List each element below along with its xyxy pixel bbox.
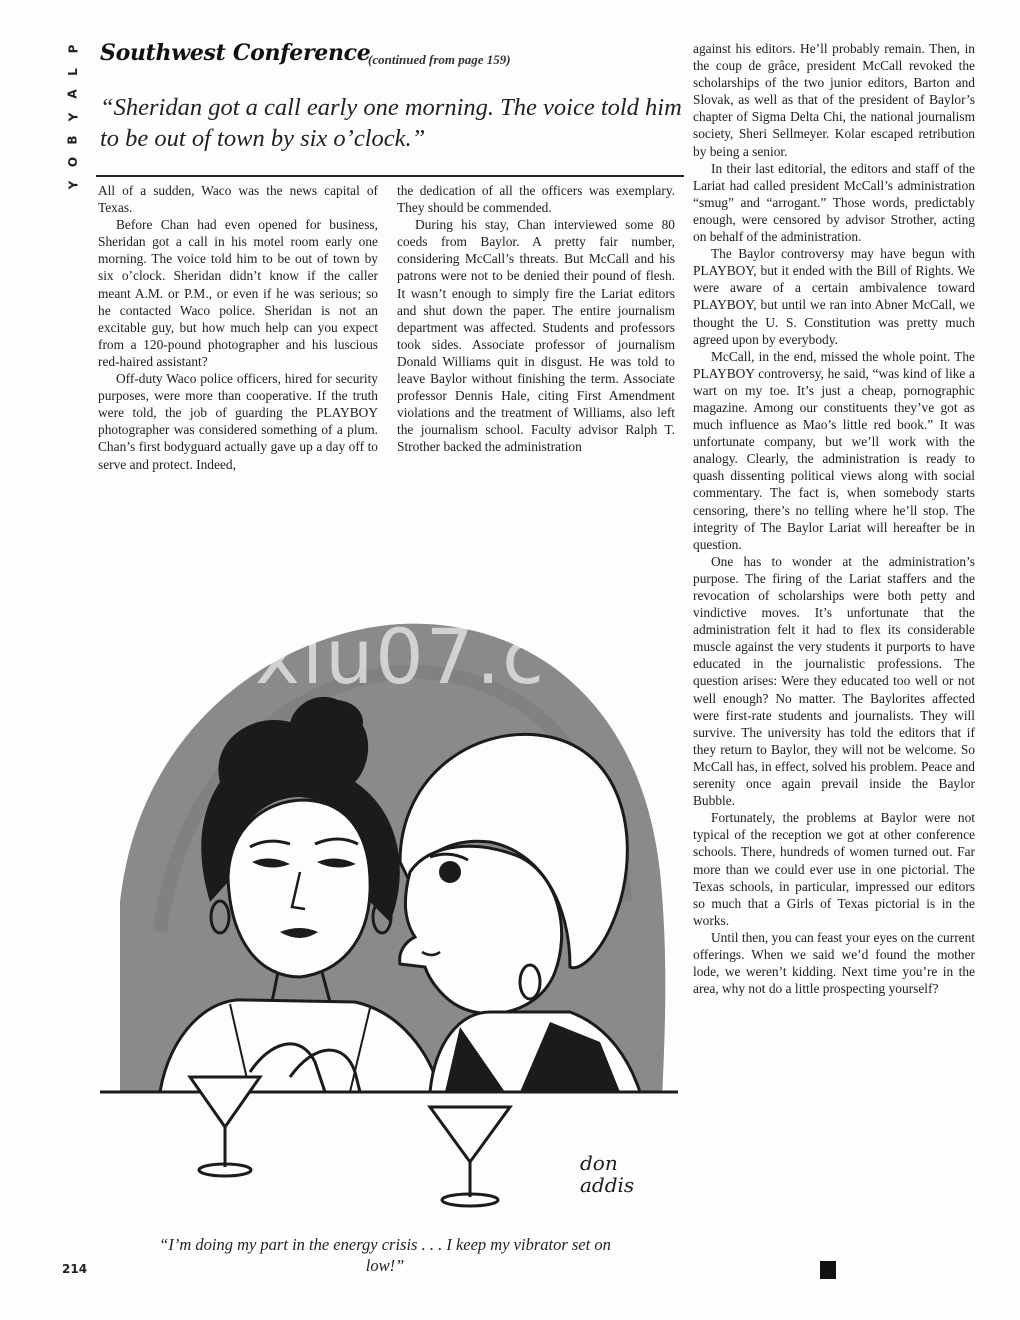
paragraph: against his editors. He’ll probably remain. Then, in the coup de grâce, president McCall revoked the scholarships of the two junior editors, Barton and Slovak, as well as that of the president of Baylor’s chapter of Sigma Delta Chi, the national journalism society, Sheri Sellmeyer. Kolar escaped retribution by being a senior. [693, 41, 975, 159]
rabbit-head-end-icon [820, 1261, 836, 1279]
cartoon-illustration [100, 572, 678, 1228]
article-column-2 [397, 182, 675, 456]
vertical-masthead [62, 42, 84, 192]
masthead-letter: B [66, 135, 80, 145]
article-column-3 [693, 40, 975, 997]
masthead-letter: A [65, 89, 80, 99]
masthead-letter: Y [65, 180, 80, 190]
artist-signature: don addis [580, 1151, 635, 1197]
paragraph: The Baylor controversy may have begun with PLAYBOY, but it ended with the Bill of Rights. We were aware of a certain ambivalence toward PLAYBOY, but until we ran into Abner McCall, we thought the U. S. Constitution was pretty much agreed upon by everybody. [693, 246, 975, 347]
paragraph: McCall, in the end, missed the whole point. The PLAYBOY controversy, he said, “was kind of like a wart on my toe. It’s just a cheap, pornographic magazine. Among our constituents they’ve got as much influence as Mao’s little red book.” It was unfortunate company, but we’ll work with the analogy. Clearly, the administration is ready to quash dissenting political views along with social commentary. The fact is, when somebody starts censoring, there’s no telling where he’ll stop. The integrity of The Baylor Lariat will hereafter be in question. [693, 348, 975, 552]
paragraph: Fortunately, the problems at Baylor were not typical of the reception we got at other conference schools. There, hundreds of women turned out. Far more than we could ever use in one pictorial. The Texas schools, in particular, impressed our editors so much that a Girls of Texas pictorial is in the works. [693, 810, 975, 928]
section-title-logo: Southwest Conference [100, 40, 371, 66]
header-rule [96, 175, 684, 177]
article-column-1 [98, 182, 378, 473]
masthead-letter: Y [65, 112, 80, 122]
paragraph: Before Chan had even opened for business, Sheridan got a call in his motel room early one morning. The voice told him to be out of town by six o’clock. Sheridan didn’t know if the caller meant A.M. or P.M., or even if he was serious; so he contacted Waco police. Sheridan is not an excitable guy, but how much help can you expect from a 120-pound photographer and his luscious red-haired assistant? [98, 217, 378, 369]
watermark: xiu07.c [255, 612, 546, 701]
paragraph: One has to wonder at the administration’s purpose. The firing of the Lariat staffers and the revocation of scholarships were both petty and vindictive moves. It’s unfortunate that the administration felt it had to flex its considerable muscle against the very students it purports to have educated in the journalistic professions. The question arises: Were they educated too well or not well enough? No matter. The Baylorites affected were first-rate students and journalists. They will survive. The university has told the editors that if they return to Baylor, they will not be welcome. So McCall has, in effect, solved his problem. Peace and serenity once again prevail inside the Baylor Bubble. [693, 553, 975, 809]
continued-from-note: (continued from page 159) [368, 52, 511, 67]
pull-quote: “Sheridan got a call early one morning. The voice told him to be out of town by six o’clock.” [100, 94, 682, 152]
paragraph: In their last editorial, the editors and staff of the Lariat had called president McCall’s administration “smug” and “arrogant.” Those words, predictably enough, were censored by advisor Strother, acting on behalf of the administration. [693, 160, 975, 245]
paragraph: During his stay, Chan interviewed some 80 coeds from Baylor. A pretty fair number, considering McCall’s threats. But McCall and his patrons were not to be denied their pound of flesh. It wasn’t enough to simply fire the Lariat editors and shut down the paper. The entire journalism department was affected. Students and professors took sides. Associate professor of journalism Donald Williams quit in disgust. He was told to leave Baylor without finishing the term. Associate professor Dennis Hale, citing First Amendment violations and the treatment of Williams, also left the journalism school. Faculty advisor Ralph T. Strother backed the administration [397, 217, 675, 455]
cartoon-caption: “I’m doing my part in the energy crisis . . . I keep my vibrator set on low!” [159, 1235, 611, 1275]
paragraph: All of a sudden, Waco was the news capital of Texas. [98, 183, 378, 216]
paragraph: Until then, you can feast your eyes on the current offerings. When we said we’d found the mother lode, we weren’t kidding. Next time you’re in the area, why not do a little prospecting yourself? [693, 929, 976, 997]
masthead-letter: P [65, 44, 80, 54]
paragraph: Off-duty Waco police officers, hired for security purposes, were more than cooperative. If the truth were told, the job of guarding the PLAYBOY photographer was considered something of a plum. Chan’s first bodyguard actually gave up a day off to serve and protect. Indeed, [98, 371, 378, 472]
masthead-letter: O [65, 157, 80, 168]
page-number: 214 [62, 1262, 88, 1276]
masthead-letter: L [66, 67, 80, 76]
paragraph: the dedication of all the officers was exemplary. They should be commended. [397, 183, 675, 216]
